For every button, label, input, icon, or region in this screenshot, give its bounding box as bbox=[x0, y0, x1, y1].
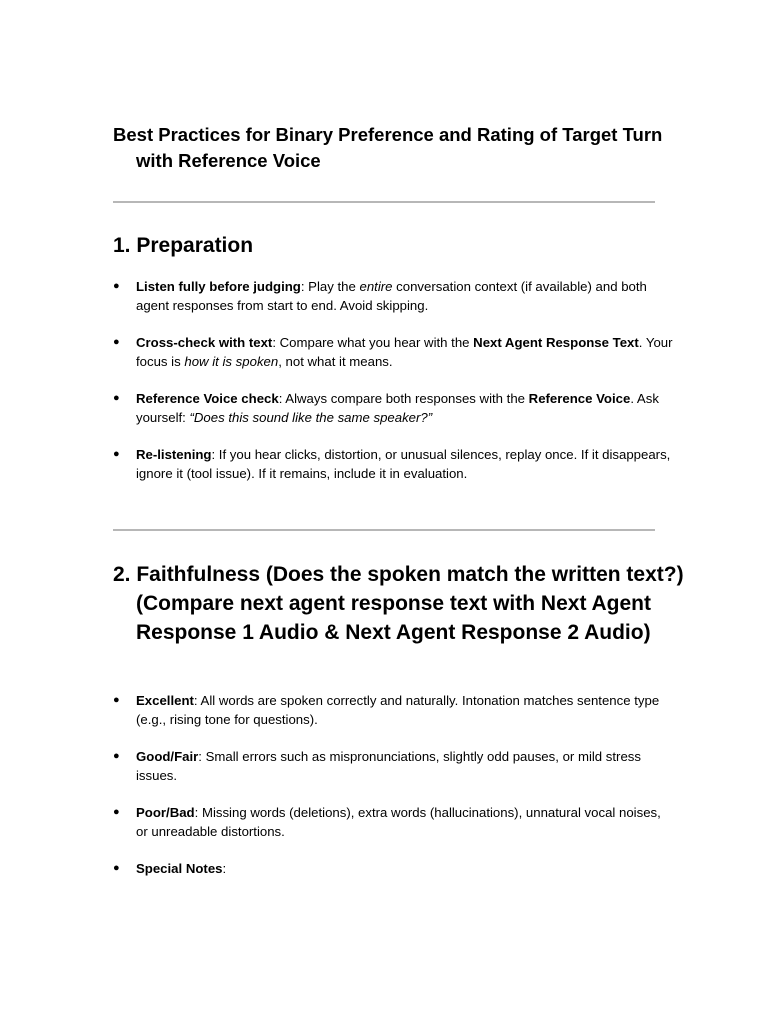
horizontal-rule bbox=[113, 529, 655, 531]
item-term: Listen fully before judging bbox=[136, 279, 301, 294]
item-text: , not what it means. bbox=[278, 354, 393, 369]
list-item bbox=[113, 389, 673, 427]
item-term: Excellent bbox=[136, 693, 194, 708]
document-title bbox=[113, 122, 688, 174]
list-item bbox=[113, 859, 673, 878]
item-text: : Play the bbox=[300, 279, 360, 294]
bullet-icon: ● bbox=[113, 336, 120, 348]
list-item bbox=[113, 747, 673, 785]
item-term: Reference Voice bbox=[528, 391, 631, 406]
item-term: Cross-check with text bbox=[136, 335, 273, 350]
list-item bbox=[113, 803, 673, 841]
item-emphasis: how it is spoken bbox=[184, 354, 279, 369]
horizontal-rule bbox=[113, 201, 655, 203]
list-item bbox=[113, 445, 673, 483]
bullet-icon: ● bbox=[113, 806, 120, 818]
item-text: : All words are spoken correctly and naturally. Intonation matches sentence type (e.g., rising tone for questions). bbox=[136, 693, 660, 727]
bullet-icon: ● bbox=[113, 694, 120, 706]
item-text: : bbox=[222, 861, 227, 876]
document-title-line-2: with Reference Voice bbox=[136, 150, 321, 171]
item-term: Next Agent Response Text bbox=[473, 335, 639, 350]
item-term: Reference Voice check bbox=[136, 391, 279, 406]
section-heading-preparation: 1. Preparation bbox=[113, 234, 254, 257]
bullet-icon: ● bbox=[113, 750, 120, 762]
item-text: . Ask yourself: bbox=[136, 391, 659, 425]
bullet-icon: ● bbox=[113, 280, 120, 292]
item-text: : Always compare both responses with the bbox=[278, 391, 529, 406]
list-item bbox=[113, 691, 673, 729]
faithfulness-list bbox=[113, 691, 673, 896]
item-term: Poor/Bad bbox=[136, 805, 195, 820]
item-term: Good/Fair bbox=[136, 749, 199, 764]
list-item bbox=[113, 333, 673, 371]
item-text: . Your focus is bbox=[136, 335, 673, 369]
item-text: conversation context (if available) and both agent responses from start to end. Avoid skipping. bbox=[136, 279, 647, 313]
section-heading-faithfulness: 2. Faithfulness (Does the spoken match the written text?) (Compare next agent response text with Next Agent Response 1 Audio & Next Agent Response 2 Audio) bbox=[113, 563, 684, 644]
item-term: Re-listening bbox=[136, 447, 212, 462]
item-emphasis: “Does this sound like the same speaker?” bbox=[189, 410, 433, 425]
item-text: : If you hear clicks, distortion, or unusual silences, replay once. If it disappears, ignore it (tool issue). If it remains, include it in evaluation. bbox=[136, 447, 671, 481]
item-text: : Small errors such as mispronunciations, slightly odd pauses, or mild stress issues. bbox=[136, 749, 641, 783]
item-text: : Compare what you hear with the bbox=[272, 335, 474, 350]
item-emphasis: entire bbox=[359, 279, 393, 294]
preparation-list bbox=[113, 277, 673, 501]
bullet-icon: ● bbox=[113, 862, 120, 874]
bullet-icon: ● bbox=[113, 448, 120, 460]
bullet-icon: ● bbox=[113, 392, 120, 404]
item-text: : Missing words (deletions), extra words (hallucinations), unnatural vocal noises, or unreadable distortions. bbox=[136, 805, 661, 839]
list-item bbox=[113, 277, 673, 315]
item-term: Special Notes bbox=[136, 861, 223, 876]
document-title-line-1: Best Practices for Binary Preference and Rating of Target Turn bbox=[113, 124, 663, 145]
